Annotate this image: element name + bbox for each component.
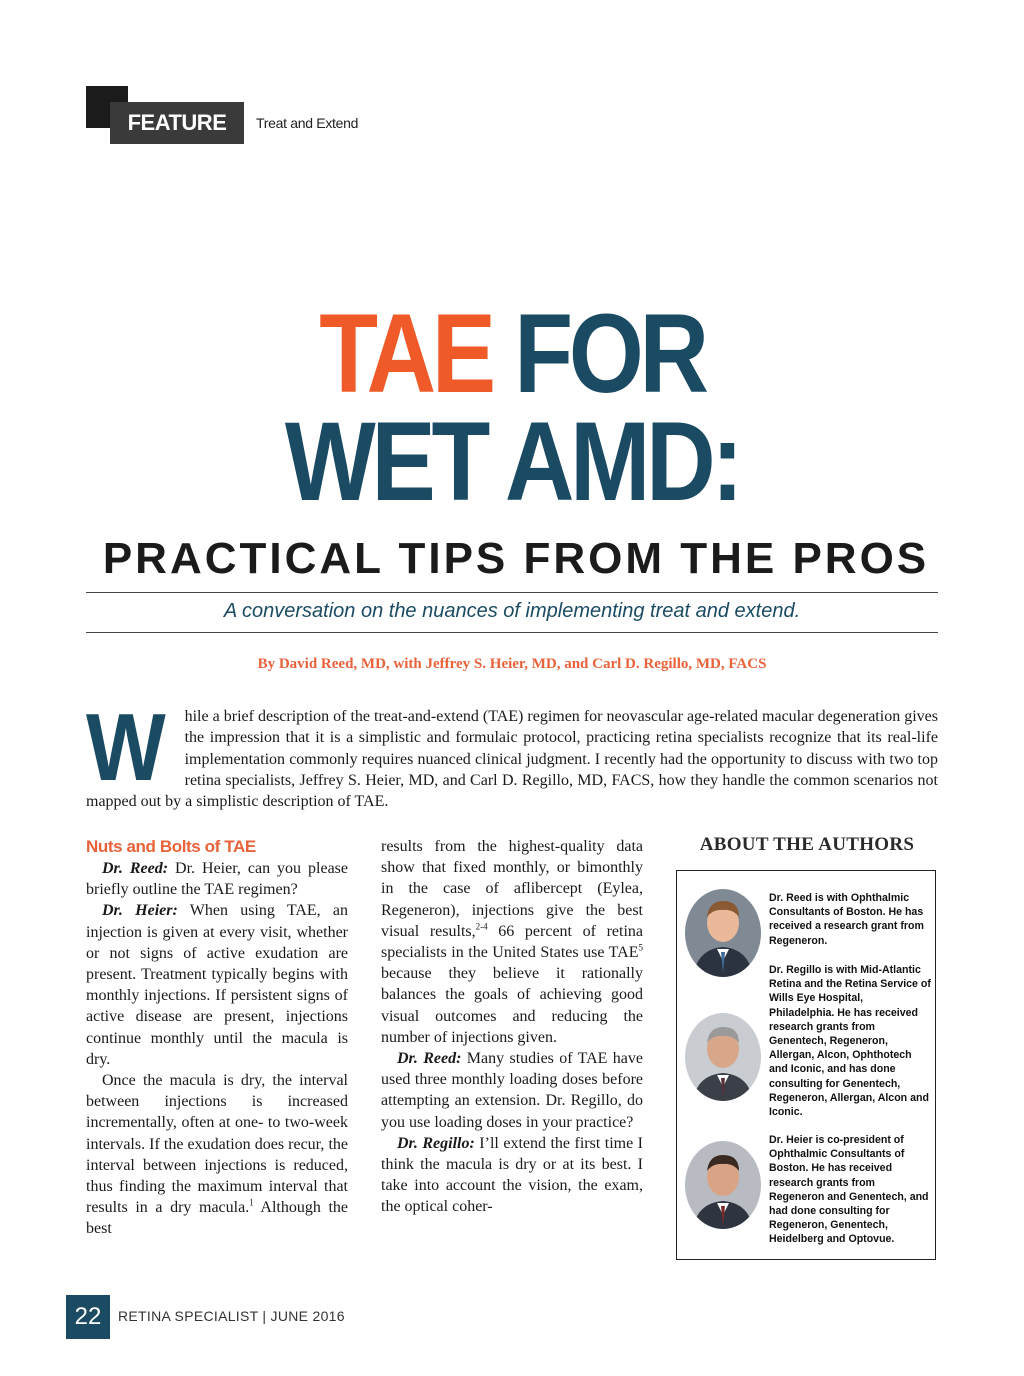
paragraph: Dr. Regillo: I’ll extend the first time I think the macula is dry or at its best. I take into account the vision, the exam, the optical coher- bbox=[381, 1134, 644, 1216]
paragraph: Dr. Heier: When using TAE, an injection is given at every visit, whether or not signs of active exudation are present. Treatment typically begins with monthly injections. If persistent signs of active disease are present, injections continue monthly until the macula is dry. bbox=[86, 902, 349, 1068]
deck: A conversation on the nuances of implementing treat and extend. bbox=[223, 600, 801, 622]
author-bio: Dr. Regillo is with Mid-Atlantic Retina and the Retina Service of Wills Eye Hospital, Philadelphia. He has received research grants from Genentech, Regeneron, Allergan, Alcon, Ophthotech and Iconic, and has done consulting for Genentech, Regeneron, Allergan, Alcon and Iconic. bbox=[769, 964, 931, 1119]
drop-cap: W bbox=[86, 694, 166, 801]
headline-line-1 bbox=[72, 291, 953, 416]
page-number: 22 bbox=[66, 1295, 110, 1339]
paragraph: results from the highest-quality data show that fixed monthly, or bimonthly in the case of aflibercept (Eylea, Regeneron), injections give the best visual results,$^{2-4}$ 66 percent of retina specialists in the United States use TAE$^5$ because they believe it rationally balances the goals of achieving good visual outcomes and reducing the number of injections given. bbox=[381, 838, 644, 1046]
speaker-label: Dr. Reed: bbox=[102, 860, 169, 877]
avatar bbox=[685, 889, 761, 977]
about-authors-box bbox=[676, 870, 936, 1260]
body-column-2 bbox=[381, 836, 643, 1218]
continued-text: results from the highest-quality data show that fixed monthly, or bimonthly in the case of aflibercept (Eylea, Regeneron), injections give the best visual results, bbox=[381, 838, 643, 940]
headline-word: FOR bbox=[514, 291, 705, 416]
avatar bbox=[685, 1141, 761, 1229]
byline: By David Reed, MD, with Jeffrey S. Heier, MD, and Carl D. Regillo, MD, FACS bbox=[257, 656, 767, 672]
author-bio: Dr. Heier is co-president of Ophthalmic Consultants of Boston. He has received research grants from Regeneron and Genentech, and had done consulting for Regeneron, Genentech, Heidelberg and Optovue. bbox=[769, 1134, 929, 1246]
paragraph: Once the macula is dry, the interval between injections is increased incrementally, often at one- to two-week intervals. If the exudation does recur, the interval between injections is reduced, thus finding the maximum interval that results in a dry macula.$^1$ Although the best bbox=[86, 1072, 349, 1238]
reference-mark: 1 bbox=[249, 1197, 254, 1208]
headline-line-2: WET AMD: bbox=[284, 399, 740, 524]
avatar bbox=[685, 1013, 761, 1101]
paragraph: Dr. Reed: Dr. Heier, can you please briefly outline the TAE regimen? bbox=[86, 860, 348, 899]
divider-bottom bbox=[86, 632, 938, 633]
section-heading: Nuts and Bolts of TAE bbox=[86, 837, 256, 856]
paragraph: Dr. Reed: Many studies of TAE have used three monthly loading doses before attempting an extension. Dr. Regillo, do you use loading doses in your practice? bbox=[381, 1050, 643, 1131]
section-label: FEATURE bbox=[110, 102, 244, 144]
speaker-label: Dr. Regillo: bbox=[397, 1134, 475, 1152]
divider-top bbox=[86, 592, 938, 593]
headline-accent: TAE bbox=[319, 291, 492, 416]
body-column-1 bbox=[86, 836, 348, 1240]
intro-paragraph bbox=[86, 694, 938, 812]
reference-mark: 5 bbox=[638, 942, 643, 953]
speaker-label: Dr. Reed: bbox=[397, 1050, 462, 1068]
subtitle: PRACTICAL TIPS FROM THE PROS bbox=[102, 534, 930, 583]
subsection-label: Treat and Extend bbox=[256, 115, 359, 131]
speaker-label: Dr. Heier: bbox=[102, 902, 178, 920]
author-photo-icon bbox=[685, 889, 761, 977]
reference-mark: 2-4 bbox=[475, 921, 488, 932]
intro-text: hile a brief description of the treat-and-extend (TAE) regimen for neovascular age-related macular degeneration gives the impression that it is a simplistic and formulaic protocol, practicing retina specialists recognize that its real-life implementation commonly requires nuanced clinical judgment. I recently had the opportunity to discuss with two top retina specialists, Jeffrey S. Heier, MD, and Carl D. Regillo, MD, FACS, how they handle the common scenarios not mapped out by a simplistic description of TAE. bbox=[86, 708, 938, 811]
author-bio: Dr. Reed is with Ophthalmic Consultants of Boston. He has received a research grant from Regeneron. bbox=[769, 892, 924, 947]
author-photo-icon bbox=[685, 1141, 761, 1229]
about-authors-heading: ABOUT THE AUTHORS bbox=[699, 834, 915, 855]
section-tab bbox=[86, 86, 244, 144]
author-photo-icon bbox=[685, 1013, 761, 1101]
footer-publication: RETINA SPECIALIST | JUNE 2016 bbox=[118, 1308, 345, 1324]
